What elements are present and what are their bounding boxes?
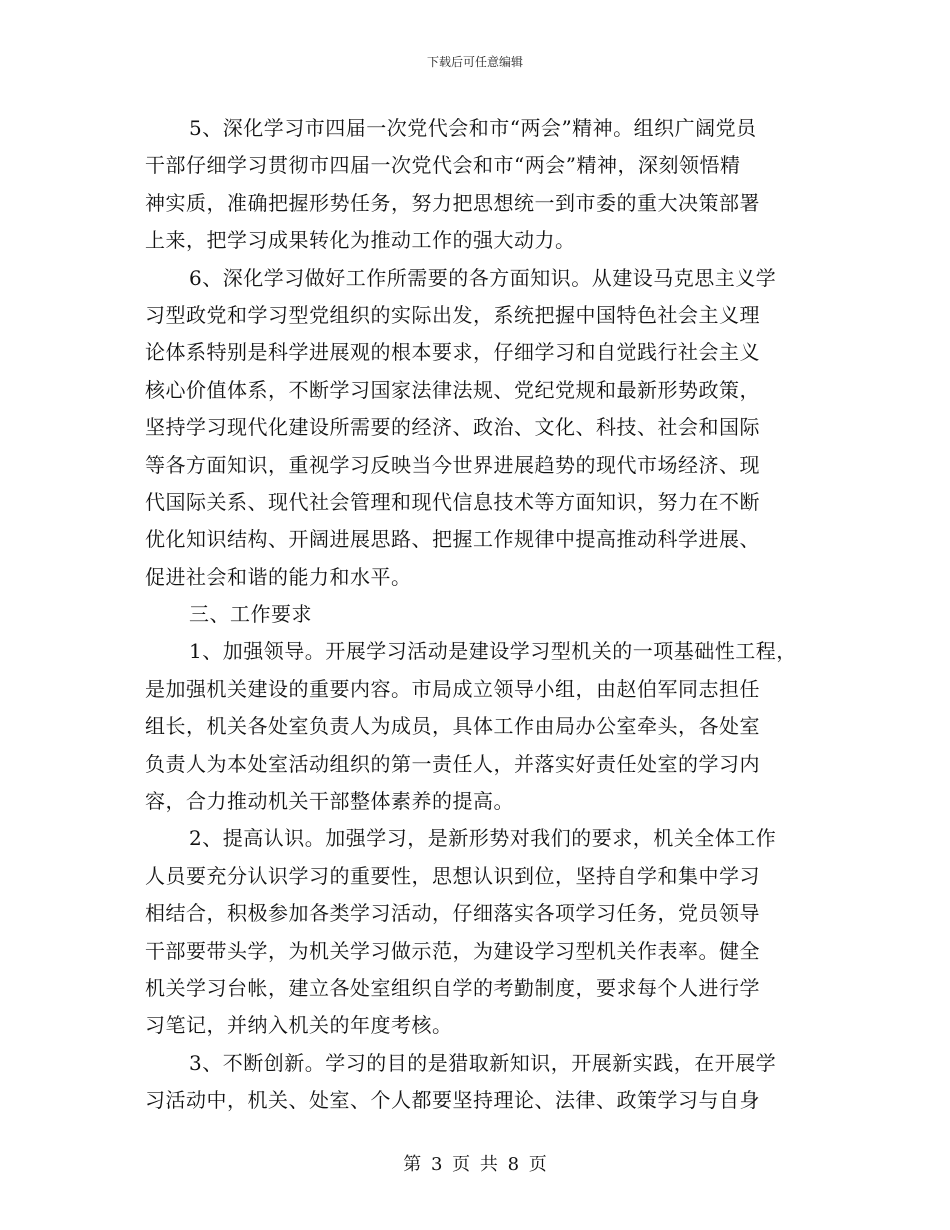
text-line: 负责人为本处室活动组织的第一责任人，并落实好责任处室的学习内 xyxy=(145,751,760,776)
text-line: 3、不断创新。学习的目的是猎取新知识，开展新实践，在开展学 xyxy=(189,1050,777,1075)
text-line: 5、深化学习市四届一次党代会和市“两会”精神。组织广阔党员 xyxy=(189,116,757,140)
text-line: 6、深化学习做好工作所需要的各方面知识。从建设马克思主义学 xyxy=(189,265,777,290)
section-heading: 三、工作要求 xyxy=(189,602,312,627)
text-line: 组长，机关各处室负责人为成员，具体工作由局办公室牵头，各处室 xyxy=(145,714,760,739)
text-line: 习型政党和学习型党组织的实际出发，系统把握中国特色社会主义理 xyxy=(145,302,760,327)
text-line: 人员要充分认识学习的重要性，思想认识到位，坚持自学和集中学习 xyxy=(145,863,760,888)
text-line: 2、提高认识。加强学习，是新形势对我们的要求，机关全体工作 xyxy=(189,826,777,851)
text-line: 促进社会和谐的能力和水平。 xyxy=(145,564,412,589)
text-line: 上来，把学习成果转化为推动工作的强大动力。 xyxy=(145,228,576,253)
text-line: 干部要带头学，为机关学习做示范，为建设学习型机关作表率。健全 xyxy=(145,938,760,963)
text-line: 习笔记，并纳入机关的年度考核。 xyxy=(145,1013,453,1038)
text-line: 优化知识结构、开阔进展思路、把握工作规律中提高推动科学进展、 xyxy=(145,527,760,552)
text-line: 相结合，积极参加各类学习活动，仔细落实各项学习任务，党员领导 xyxy=(145,901,760,926)
text-line: 核心价值体系，不断学习国家法律法规、党纪党规和最新形势政策， xyxy=(145,377,760,402)
text-line: 1、加强领导。开展学习活动是建设学习型机关的一项基础性工程， xyxy=(189,639,797,664)
page-footer: 第 3 页 共 8 页 xyxy=(403,1154,547,1175)
text-line: 是加强机关建设的重要内容。市局成立领导小组，由赵伯军同志担任 xyxy=(145,676,760,701)
text-line: 代国际关系、现代社会管理和现代信息技术等方面知识，努力在不断 xyxy=(145,489,760,514)
text-line: 论体系特别是科学进展观的根本要求，仔细学习和自觉践行社会主义 xyxy=(145,340,760,365)
text-line: 容，合力推动机关干部整体素养的提高。 xyxy=(145,789,514,814)
text-line: 坚持学习现代化建设所需要的经济、政治、文化、科技、社会和国际 xyxy=(145,415,760,440)
text-line: 等各方面知识，重视学习反映当今世界进展趋势的现代市场经济、现 xyxy=(145,452,760,477)
document-body xyxy=(145,110,817,1120)
text-line: 干部仔细学习贯彻市四届一次党代会和市“两会”精神，深刻领悟精 xyxy=(145,153,741,178)
page-header: 下载后可任意编辑 xyxy=(426,55,523,69)
text-line: 神实质，准确把握形势任务，努力把思想统一到市委的重大决策部署 xyxy=(145,190,760,215)
text-line: 习活动中，机关、处室、个人都要坚持理论、法律、政策学习与自身 xyxy=(145,1088,760,1113)
text-line: 机关学习台帐，建立各处室组织自学的考勤制度，要求每个人进行学 xyxy=(145,975,760,1000)
